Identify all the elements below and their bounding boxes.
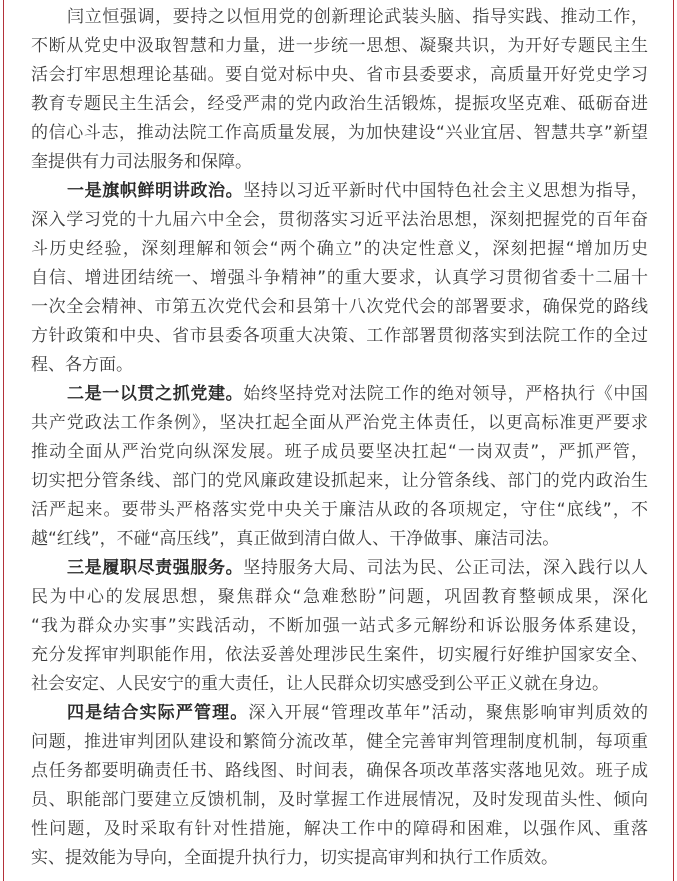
line-text: 深入开展“管理改革年”活动，聚焦影响审判质效的 — [248, 703, 648, 723]
line-text: “我为群众办实事”实践活动，不断加强一站式多元解纷和诉讼服务体系建设， — [31, 616, 648, 636]
line-text: 奎提供有力司法服务和保障。 — [31, 152, 252, 172]
text-line — [31, 351, 648, 380]
paragraph-lead-heading: 一是旗帜鲜明讲政治。 — [67, 181, 244, 201]
text-line — [31, 641, 648, 670]
right-border-line — [673, 0, 674, 881]
paragraph — [31, 3, 648, 177]
text-line — [31, 235, 648, 264]
text-line — [31, 3, 648, 32]
text-line — [31, 61, 648, 90]
line-text: 自信、增进团结统一、增强斗争精神”的重大要求，认真学习贯彻省委十二届十 — [31, 268, 648, 288]
line-text: 实、提效能为导向，全面提升执行力，切实提高审判和执行工作质效。 — [31, 848, 558, 868]
text-line — [31, 583, 648, 612]
line-text: 一次全会精神、市第五次党代会和县第十八次党代会的部署要求，确保党的路线 — [31, 297, 648, 317]
article-body — [31, 3, 648, 873]
paragraph-lead-heading: 二是一以贯之抓党建。 — [67, 384, 244, 404]
line-text: 问题，推进审判团队建设和繁简分流改革，健全完善审判管理制度机制，每项重 — [31, 732, 648, 752]
paragraph-lead-heading: 三是履职尽责强服务。 — [67, 558, 244, 578]
text-line — [31, 409, 648, 438]
line-text: 切实把分管条线、部门的党风廉政建设抓起来，让分管条线、部门的党内政治生 — [31, 471, 648, 491]
line-text: 性问题，及时采取有针对性措施，解决工作中的障碍和困难，以强作风、重落 — [31, 819, 648, 839]
text-line — [31, 467, 648, 496]
paragraph — [31, 554, 648, 699]
line-text: 始终坚持党对法院工作的绝对领导，严格执行《中国 — [243, 384, 648, 404]
text-line — [31, 177, 648, 206]
text-line — [31, 438, 648, 467]
line-text: 闫立恒强调，要持之以恒用党的创新理论武装头脑、指导实践、推动工作， — [67, 7, 648, 27]
paragraph — [31, 380, 648, 554]
text-line — [31, 728, 648, 757]
text-line — [31, 322, 648, 351]
text-line — [31, 554, 648, 583]
line-text: 坚持服务大局、司法为民、公正司法，深入践行以人 — [243, 558, 648, 578]
text-line — [31, 815, 648, 844]
text-line — [31, 148, 648, 177]
text-line — [31, 264, 648, 293]
line-text: 方针政策和中央、省市县委各项重大决策、工作部署贯彻落实到法院工作的全过 — [31, 326, 648, 346]
text-line — [31, 844, 648, 873]
line-text: 教育专题民主生活会，经受严肃的党内政治生活锻炼，提振攻坚克难、砥砺奋进 — [31, 94, 648, 114]
text-line — [31, 757, 648, 786]
line-text: 活严起来。要带头严格落实党中央关于廉洁从政的各项规定，守住“底线”，不 — [31, 500, 648, 520]
line-text: 不断从党史中汲取智慧和力量，进一步统一思想、凝聚共识，为开好专题民主生 — [31, 36, 648, 56]
text-line — [31, 119, 648, 148]
paragraph — [31, 699, 648, 873]
line-text: 推动全面从严治党向纵深发展。班子成员要坚决扛起“一岗双责”，严抓严管， — [31, 442, 648, 462]
line-text: 员、职能部门要建立反馈机制，及时掌握工作进展情况，及时发现苗头性、倾向 — [31, 790, 648, 810]
line-text: 坚持以习近平新时代中国特色社会主义思想为指导， — [243, 181, 648, 201]
text-line — [31, 612, 648, 641]
line-text: 斗历史经验，深刻理解和领会“两个确立”的决定性意义，深刻把握“增加历史 — [31, 239, 648, 259]
line-text: 充分发挥审判职能作用，依法妥善处理涉民生案件，切实履行好维护国家安全、 — [31, 645, 648, 665]
text-line — [31, 496, 648, 525]
paragraph-lead-heading: 四是结合实际严管理。 — [67, 703, 249, 723]
paragraph — [31, 177, 648, 380]
line-text: 越“红线”，不碰“高压线”，真正做到清白做人、干净做事、廉洁司法。 — [31, 529, 560, 549]
left-border-line — [3, 0, 4, 881]
line-text: 深入学习党的十九届六中全会，贯彻落实习近平法治思想，深刻把握党的百年奋 — [31, 210, 648, 230]
line-text: 社会安定、人民安宁的重大责任，让人民群众切实感受到公平正义就在身边。 — [31, 674, 609, 694]
line-text: 活会打牢思想理论基础。要自觉对标中央、省市县委要求，高质量开好党史学习 — [31, 65, 648, 85]
text-line — [31, 380, 648, 409]
text-line — [31, 670, 648, 699]
text-line — [31, 699, 648, 728]
text-line — [31, 293, 648, 322]
line-text: 共产党政法工作条例》，坚决扛起全面从严治党主体责任，以更高标准更严要求 — [31, 413, 648, 433]
text-line — [31, 786, 648, 815]
text-line — [31, 525, 648, 554]
line-text: 程、各方面。 — [31, 355, 133, 375]
text-line — [31, 90, 648, 119]
text-line — [31, 32, 648, 61]
line-text: 点任务都要明确责任书、路线图、时间表，确保各项改革落实落地见效。班子成 — [31, 761, 648, 781]
line-text: 的信心斗志，推动法院工作高质量发展，为加快建设“兴业宜居、智慧共享”新望 — [31, 123, 648, 143]
line-text: 民为中心的发展思想，聚焦群众“急难愁盼”问题，巩固教育整顿成果，深化 — [31, 587, 648, 607]
text-line — [31, 206, 648, 235]
